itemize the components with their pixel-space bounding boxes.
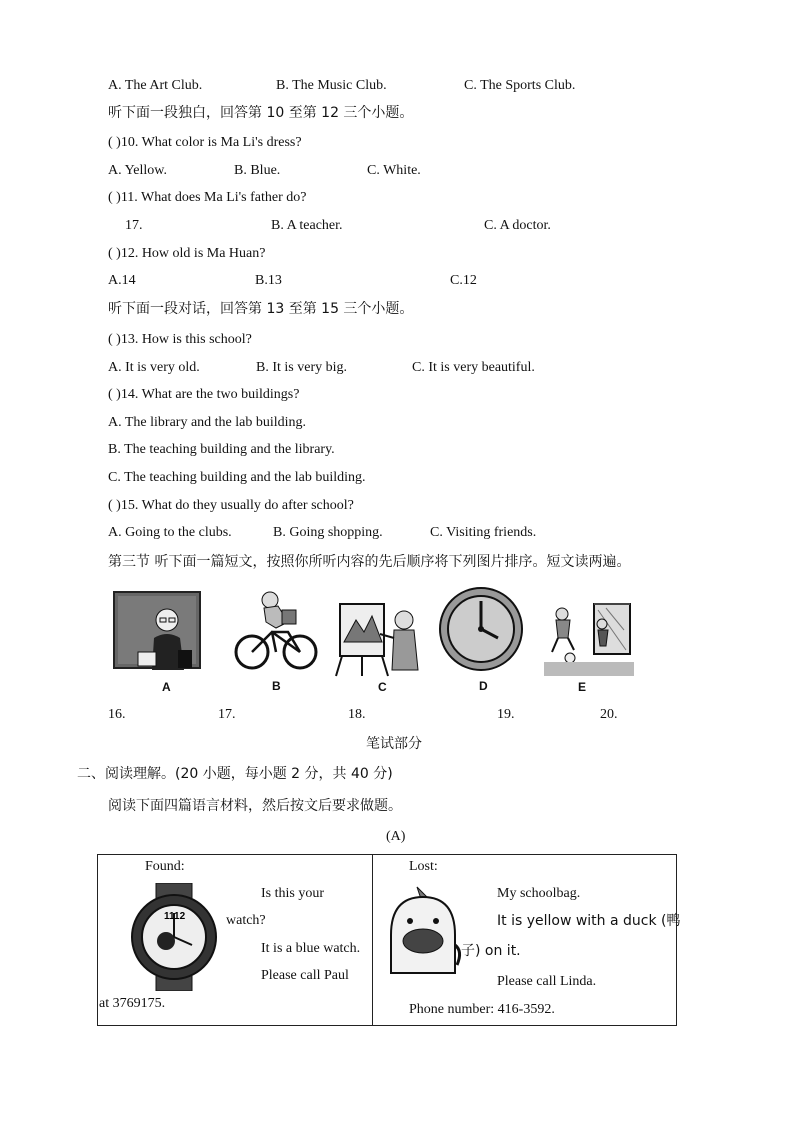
picture-c-painting [332, 598, 428, 678]
option-15b: B. Going shopping. [273, 525, 383, 540]
lost-cell [373, 855, 681, 1026]
duck-schoolbag-image [383, 885, 465, 977]
blank-19: 19. [497, 707, 515, 722]
lost-line-2: It is yellow with a duck (鸭 [497, 913, 681, 929]
lost-line-5: Phone number: 416-3592. [409, 1002, 555, 1017]
question-13: ( )13. How is this school? [108, 332, 252, 347]
picture-label-e: E [578, 680, 587, 694]
picture-label-d: D [479, 679, 488, 693]
picture-label-a: A [162, 680, 171, 694]
question-11: ( )11. What does Ma Li's father do? [108, 190, 307, 205]
found-line-2: watch? [226, 913, 266, 928]
picture-b-bicycle [232, 588, 320, 674]
picture-e-soccer [544, 600, 634, 676]
svg-text:1112: 1112 [164, 911, 186, 922]
passage-a-label: (A) [386, 829, 406, 844]
option-15c: C. Visiting friends. [430, 525, 537, 540]
lost-line-1: My schoolbag. [497, 886, 581, 901]
picture-label-c: C [378, 680, 387, 694]
option-10a: A. Yellow. [108, 163, 167, 178]
question-12: ( )12. How old is Ma Huan? [108, 246, 266, 261]
picture-d-clock [438, 586, 524, 672]
found-line-1: Is this your [261, 886, 324, 901]
option-13b: B. It is very big. [256, 360, 347, 375]
picture-label-b: B [272, 679, 281, 693]
found-cell [98, 855, 373, 1026]
found-line-3: It is a blue watch. [261, 941, 361, 956]
option-15a: A. Going to the clubs. [108, 525, 232, 540]
monologue-instruction: 听下面一段独白，回答第 10 至第 12 三个小题。 [108, 105, 414, 121]
option-9c: C. The Sports Club. [464, 78, 576, 93]
option-9b: B. The Music Club. [276, 78, 387, 93]
option-11a: 17. [125, 218, 143, 233]
picture-a-teacher [112, 590, 202, 676]
option-12a: A.14 [108, 273, 136, 288]
written-heading: 笔试部分 [366, 736, 422, 752]
blank-16: 16. [108, 707, 126, 722]
lost-title: Lost: [409, 859, 438, 874]
option-11c: C. A doctor. [484, 218, 551, 233]
part2-title: 二、阅读理解。(20 小题，每小题 2 分，共 40 分) [77, 766, 393, 782]
option-10b: B. Blue. [234, 163, 281, 178]
option-10c: C. White. [367, 163, 421, 178]
found-title: Found: [145, 859, 185, 874]
option-9a: A. The Art Club. [108, 78, 203, 93]
blank-18: 18. [348, 707, 366, 722]
section3-instruction: 第三节 听下面一篇短文，按照你所听内容的先后顺序将下列图片排序。短文读两遍。 [108, 554, 631, 570]
option-12c: C.12 [450, 273, 477, 288]
question-15: ( )15. What do they usually do after school? [108, 498, 354, 513]
lost-line-3: 子) on it. [461, 943, 521, 959]
option-13c: C. It is very beautiful. [412, 360, 535, 375]
notice-table [97, 854, 681, 1026]
option-14a: A. The library and the lab building. [108, 415, 307, 430]
watch-image [128, 883, 220, 991]
question-10: ( )10. What color is Ma Li's dress? [108, 135, 302, 150]
option-14b: B. The teaching building and the library. [108, 442, 335, 457]
found-line-5: at 3769175. [99, 996, 166, 1011]
option-14c: C. The teaching building and the lab building. [108, 470, 366, 485]
lost-line-4: Please call Linda. [497, 974, 597, 989]
blank-17: 17. [218, 707, 236, 722]
blank-20: 20. [600, 707, 618, 722]
option-12b: B.13 [255, 273, 282, 288]
dialogue-instruction: 听下面一段对话，回答第 13 至第 15 三个小题。 [108, 301, 414, 317]
part2-intro: 阅读下面四篇语言材料，然后按文后要求做题。 [108, 798, 402, 814]
found-line-4: Please call Paul [261, 968, 349, 983]
option-11b: B. A teacher. [271, 218, 343, 233]
option-13a: A. It is very old. [108, 360, 200, 375]
question-14: ( )14. What are the two buildings? [108, 387, 300, 402]
